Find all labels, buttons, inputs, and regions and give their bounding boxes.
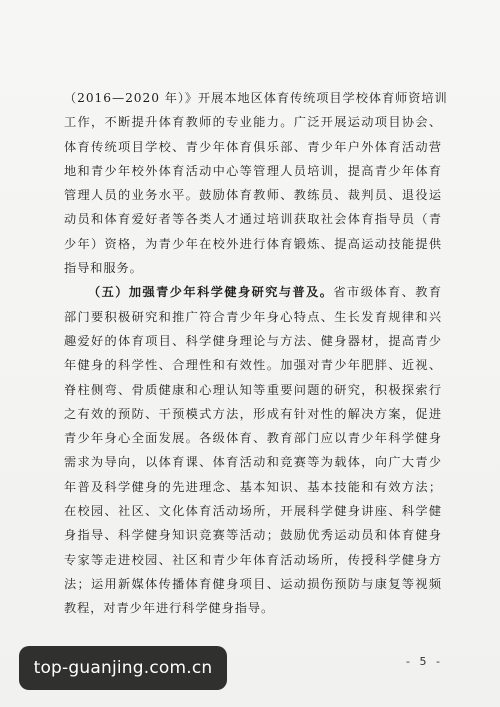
- section-line: 身指导、科学健身知识竞赛等活动；鼓励优秀运动员和体育健身: [64, 528, 442, 543]
- section-line: 在校园、社区、文化体育活动场所，开展科学健身讲座、科学健: [64, 504, 442, 519]
- paragraph-line: 少年）资格，为青少年在校外进行体育锻炼、提高运动技能提供: [64, 236, 442, 251]
- section-line: 部门要积极研究和推广符合青少年身心特点、生长发育规律和兴: [64, 309, 442, 324]
- section-line: 年普及科学健身的先进理念、基本知识、基本技能和有效方法；: [64, 479, 442, 494]
- paragraph-line: 地和青少年校外体育活动中心等管理人员培训，提高青少年体育: [64, 163, 442, 178]
- paragraph-line: 管理人员的业务水平。鼓励体育教师、教练员、裁判员、退役运: [64, 188, 442, 203]
- paragraph-line: 体育传统项目学校、青少年体育俱乐部、青少年户外体育活动营: [64, 139, 442, 154]
- section-line: 专家等走进校园、社区和青少年体育活动场所，传授科学健身方: [64, 552, 442, 567]
- section-line: 趣爱好的体育项目、科学健身理论与方法、健身器材，提高青少: [64, 333, 442, 348]
- paragraph-line: 动员和体育爱好者等各类人才通过培训获取社会体育指导员（青: [64, 212, 442, 227]
- document-body: [64, 86, 448, 621]
- section-line: 之有效的预防、干预模式方法，形成有针对性的解决方案，促进: [64, 406, 442, 421]
- section-line: 法；运用新媒体传播体育健身项目、运动损伤预防与康复等视频: [64, 576, 442, 591]
- section-line: 需求为导向，以体育课、体育活动和竞赛等为载体，向广大青少: [64, 455, 442, 470]
- paragraph-line: （2016—2020 年）》开展本地区体育传统项目学校体育师资培训: [64, 91, 448, 105]
- paragraph-line: 指导和服务。: [64, 261, 143, 276]
- section-first-line-text: 省市级体育、教育: [333, 285, 442, 300]
- section-line: 教程，对青少年进行科学健身指导。: [64, 601, 275, 616]
- section-first-line: [64, 280, 442, 304]
- section-heading: （五）加强青少年科学健身研究与普及。: [88, 285, 334, 300]
- section-line: 脊柱侧弯、骨质健康和心理认知等重要问题的研究，积极探索行: [64, 382, 442, 397]
- watermark-text: top-guanjing.com.cn: [33, 658, 213, 678]
- watermark-badge: [19, 646, 227, 690]
- section-line: 青少年身心全面发展。各级体育、教育部门应以青少年科学健身: [64, 431, 442, 446]
- paragraph-line: 工作，不断提升体育教师的专业能力。广泛开展运动项目协会、: [64, 115, 442, 130]
- section-line: 年健身的科学性、合理性和有效性。加强对青少年肥胖、近视、: [64, 358, 442, 373]
- page-number: - 5 -: [406, 655, 443, 668]
